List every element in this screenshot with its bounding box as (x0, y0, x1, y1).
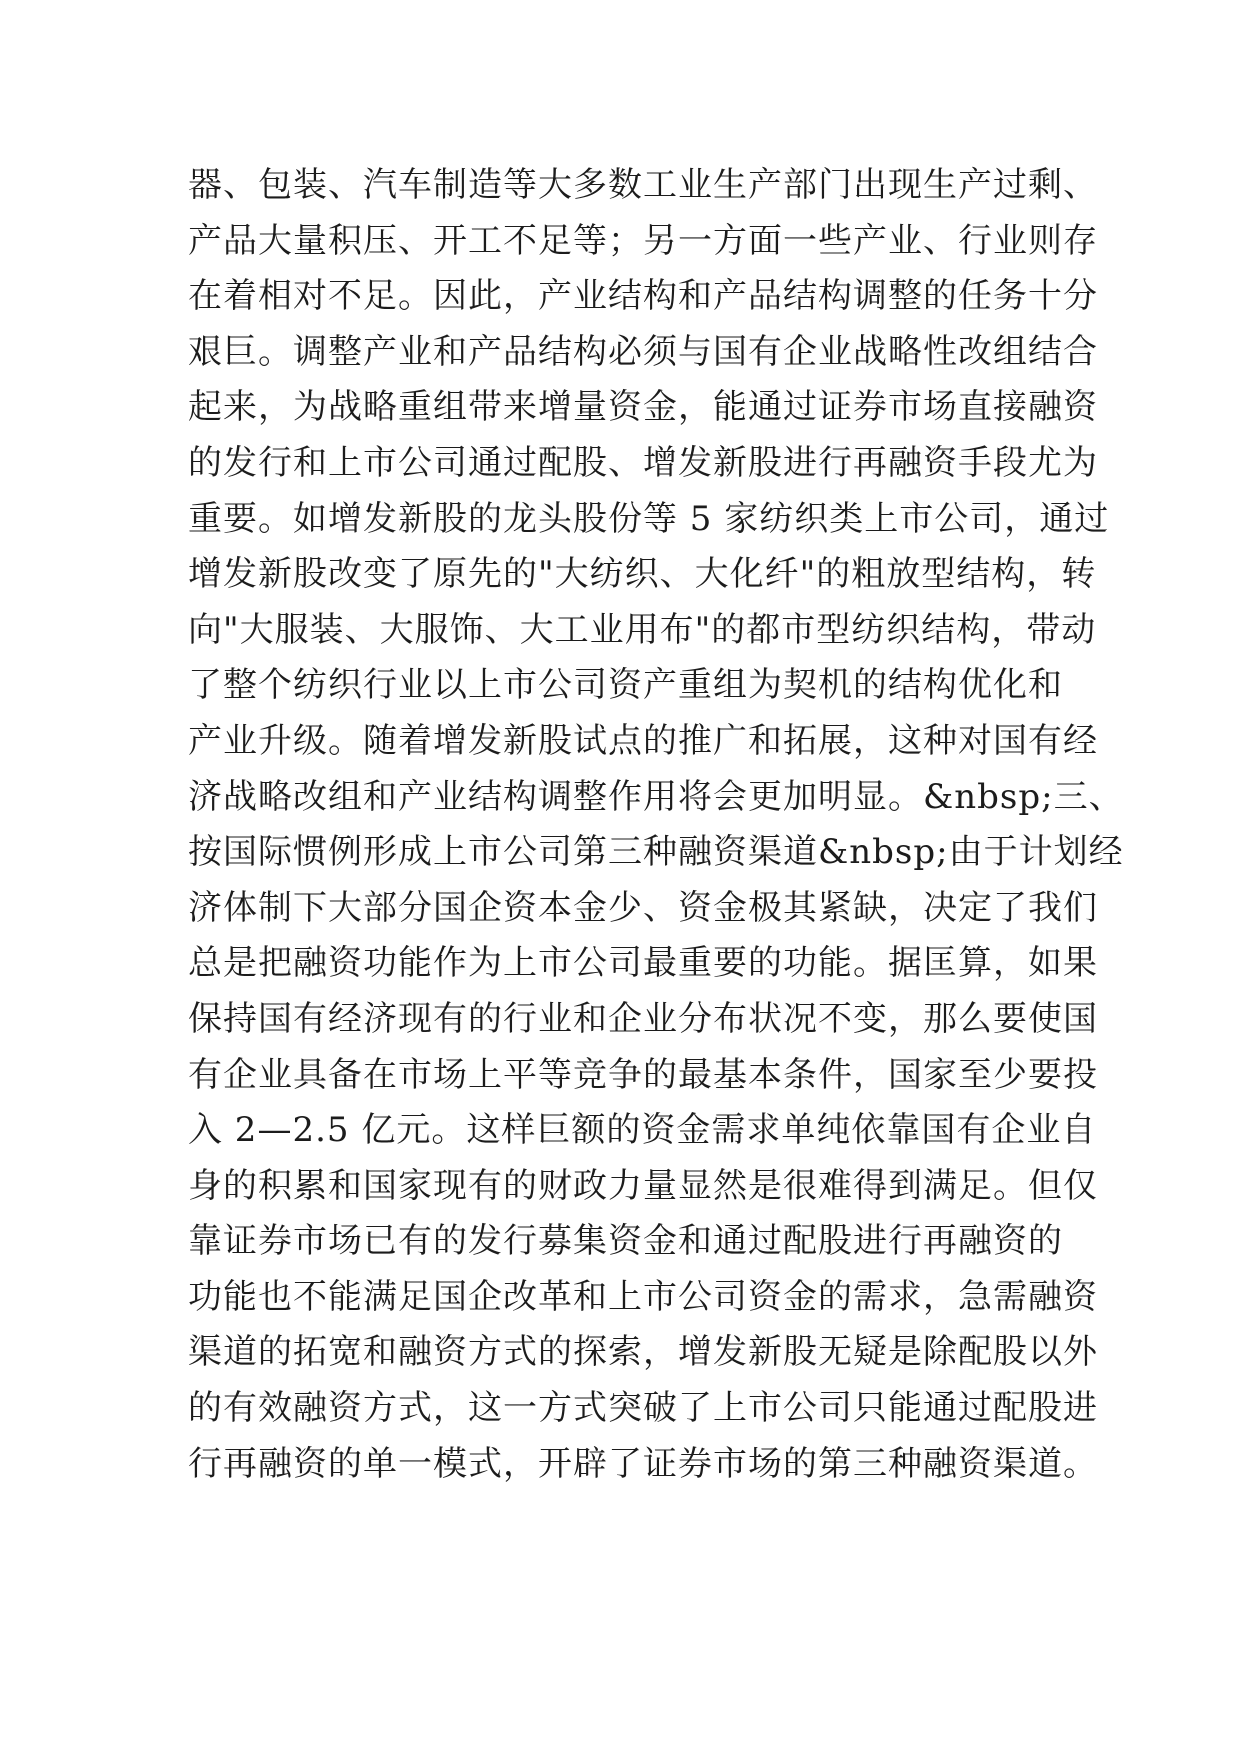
text-line: 入 2—2.5 亿元。这样巨额的资金需求单纯依靠国有企业自 (188, 1110, 1097, 1151)
text-line: 向"大服装、大服饰、大工业用布"的都市型纺织结构，带动 (188, 609, 1097, 650)
text-line: 重要。如增发新股的龙头股份等 5 家纺织类上市公司，通过 (188, 498, 1110, 539)
text-line: 艰巨。调整产业和产品结构必须与国有企业战略性改组结合 (188, 331, 1098, 372)
text-line: 保持国有经济现有的行业和企业分布状况不变，那么要使国 (188, 998, 1098, 1039)
text-line: 身的积累和国家现有的财政力量显然是很难得到满足。但仅 (188, 1165, 1098, 1206)
text-line: 了整个纺织行业以上市公司资产重组为契机的结构优化和 (188, 665, 1063, 706)
text-line: 总是把融资功能作为上市公司最重要的功能。据匡算，如果 (188, 943, 1098, 984)
text-line: 起来，为战略重组带来增量资金，能通过证券市场直接融资 (188, 387, 1098, 428)
text-line: 济战略改组和产业结构调整作用将会更加明显。&nbsp;三、 (188, 776, 1124, 817)
text-line: 靠证券市场已有的发行募集资金和通过配股进行再融资的 (188, 1221, 1063, 1262)
text-line: 功能也不能满足国企改革和上市公司资金的需求，急需融资 (188, 1276, 1098, 1317)
text-line: 济体制下大部分国企资本金少、资金极其紧缺，决定了我们 (188, 887, 1098, 928)
text-line: 渠道的拓宽和融资方式的探索，增发新股无疑是除配股以外 (188, 1332, 1098, 1373)
text-line: 增发新股改变了原先的"大纺织、大化纤"的粗放型结构，转 (188, 554, 1097, 595)
text-line: 在着相对不足。因此，产业结构和产品结构调整的任务十分 (188, 276, 1098, 317)
text-line: 器、包装、汽车制造等大多数工业生产部门出现生产过剩、 (188, 165, 1098, 205)
text-line: 有企业具备在市场上平等竞争的最基本条件，国家至少要投 (188, 1054, 1098, 1095)
text-line: 的发行和上市公司通过配股、增发新股进行再融资手段尤为 (188, 442, 1098, 483)
text-line: 的有效融资方式，这一方式突破了上市公司只能通过配股进 (188, 1388, 1098, 1429)
text-line: 行再融资的单一模式，开辟了证券市场的第三种融资渠道。 (188, 1443, 1098, 1484)
text-line: 产品大量积压、开工不足等；另一方面一些产业、行业则存 (188, 220, 1098, 261)
text-line: 产业升级。随着增发新股试点的推广和拓展，这种对国有经 (188, 720, 1098, 761)
text-line: 按国际惯例形成上市公司第三种融资渠道&nbsp;由于计划经 (188, 832, 1124, 873)
body-text (188, 158, 1124, 1492)
